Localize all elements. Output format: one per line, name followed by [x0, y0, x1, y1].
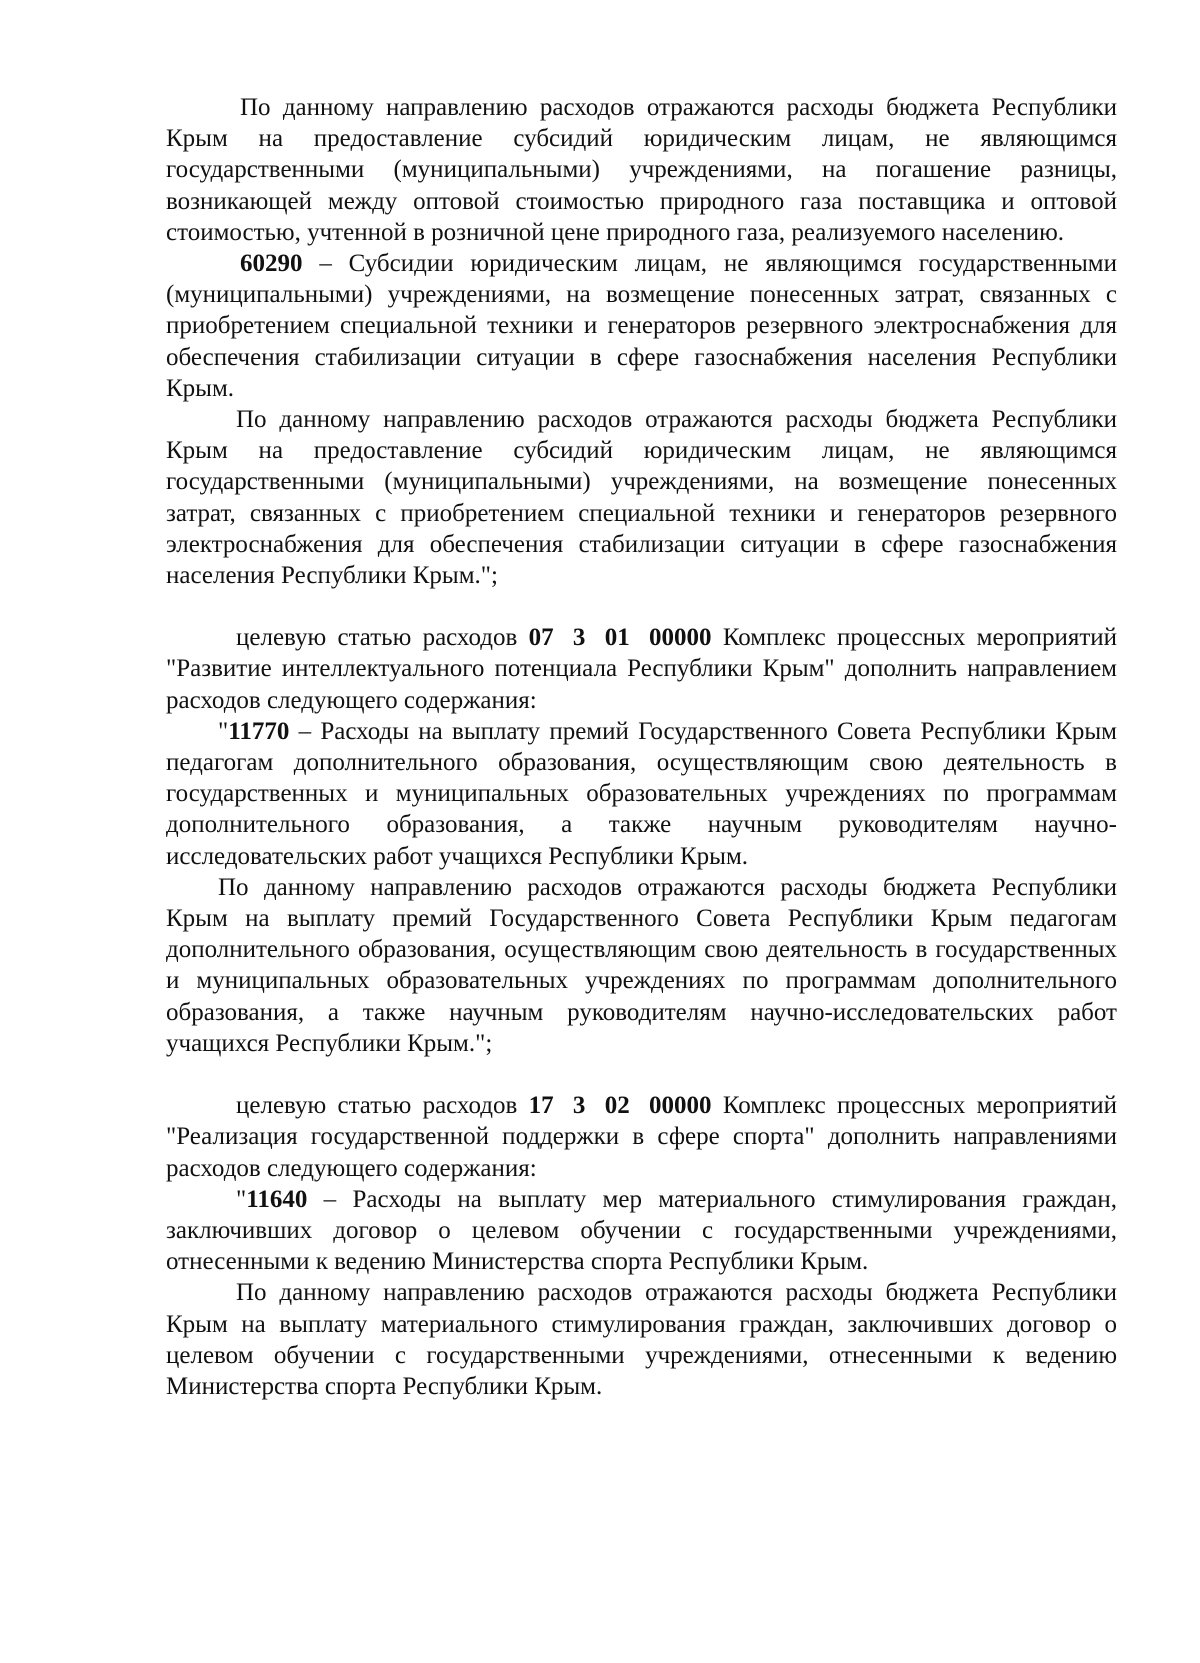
section-target-article-17 — [166, 1090, 1117, 1184]
section-text: Комплекс процессных мероприятий "Развитие интеллектуального потенциала Республики Крым" дополнить направлением расходов следующего содержания: — [166, 624, 1118, 714]
paragraph-gas-price-difference — [166, 92, 1117, 248]
expense-description: – Субсидии юридическим лицам, не являющимся государственными (муниципальными) учреждениями, на возмещение понесенных затрат, связанных с приобретением специальной техники и генераторов резервного электроснабжения для обеспечения стабилизации ситуации в сфере газоснабжения населения Республики Крым. — [166, 250, 1117, 402]
target-article-code: 17 3 02 00000 — [528, 1092, 712, 1120]
paragraph-text: По данному направлению расходов отражаются расходы бюджета Республики Крым на предоставление субсидий юридическим лицам, не являющимся государственными (муниципальными) учреждениями, на погашение разницы, возникающей между оптовой стоимостью природного газа поставщика и оптовой стоимостью, учтенной в розничной цене природного газа, реализуемого населению. — [166, 94, 1117, 246]
paragraph-60290-explanation — [166, 404, 1117, 591]
target-article-code: 07 3 01 00000 — [528, 624, 712, 652]
section-lead-text: целевую статью расходов — [236, 624, 529, 652]
opening-quote: " — [218, 717, 229, 745]
expense-item-11770 — [166, 716, 1117, 872]
paragraph-text: По данному направлению расходов отражаются расходы бюджета Республики Крым на предоставление субсидий юридическим лицам, не являющимся государственными (муниципальными) учреждениями, на возмещение понесенных затрат, связанных с приобретением специальной техники и генераторов резервного электроснабжения для обеспечения стабилизации ситуации в сфере газоснабжения населения Республики Крым."; — [166, 406, 1117, 590]
paragraph-text: По данному направлению расходов отражаются расходы бюджета Республики Крым на выплату материального стимулирования граждан, заключивших договор о целевом обучении с государственными учреждениями, отнесенными к ведению Министерства спорта Республики Крым. — [166, 1279, 1117, 1400]
section-target-article-07 — [166, 622, 1117, 716]
expense-code: 60290 — [240, 250, 303, 278]
paragraph-text: По данному направлению расходов отражаются расходы бюджета Республики Крым на выплату премий Государственного Совета Республики Крым педагогам дополнительного образования, осуществляющим свою деятельность в государственных и муниципальных образовательных учреждениях по программам дополнительного образования, а также научным руководителям научно-исследовательских работ учащихся Республики Крым."; — [166, 873, 1117, 1057]
section-lead-text: целевую статью расходов — [236, 1092, 529, 1120]
paragraph-11640-explanation — [166, 1277, 1117, 1402]
expense-item-11640 — [166, 1184, 1117, 1278]
expense-description: – Расходы на выплату премий Государственного Совета Республики Крым педагогам дополнительного образования, осуществляющим свою деятельность в государственных и муниципальных образовательных учреждениях по программам дополнительного образования, а также научным руководителям научно-исследовательских работ учащихся Республики Крым. — [166, 717, 1117, 870]
opening-quote: " — [236, 1185, 247, 1213]
section-text: Комплекс процессных мероприятий "Реализация государственной поддержки в сфере спорта" дополнить направлениями расходов следующего содержания: — [166, 1092, 1118, 1182]
expense-code: 11640 — [246, 1185, 308, 1213]
paragraph-11770-explanation — [166, 872, 1117, 1059]
expense-code: 11770 — [228, 717, 290, 745]
expense-description: – Расходы на выплату мер материального стимулирования граждан, заключивших договор о целевом обучении с государственными учреждениями, отнесенными к ведению Министерства спорта Республики Крым. — [166, 1185, 1117, 1276]
document-body — [166, 92, 1117, 1402]
expense-item-60290 — [166, 248, 1117, 404]
